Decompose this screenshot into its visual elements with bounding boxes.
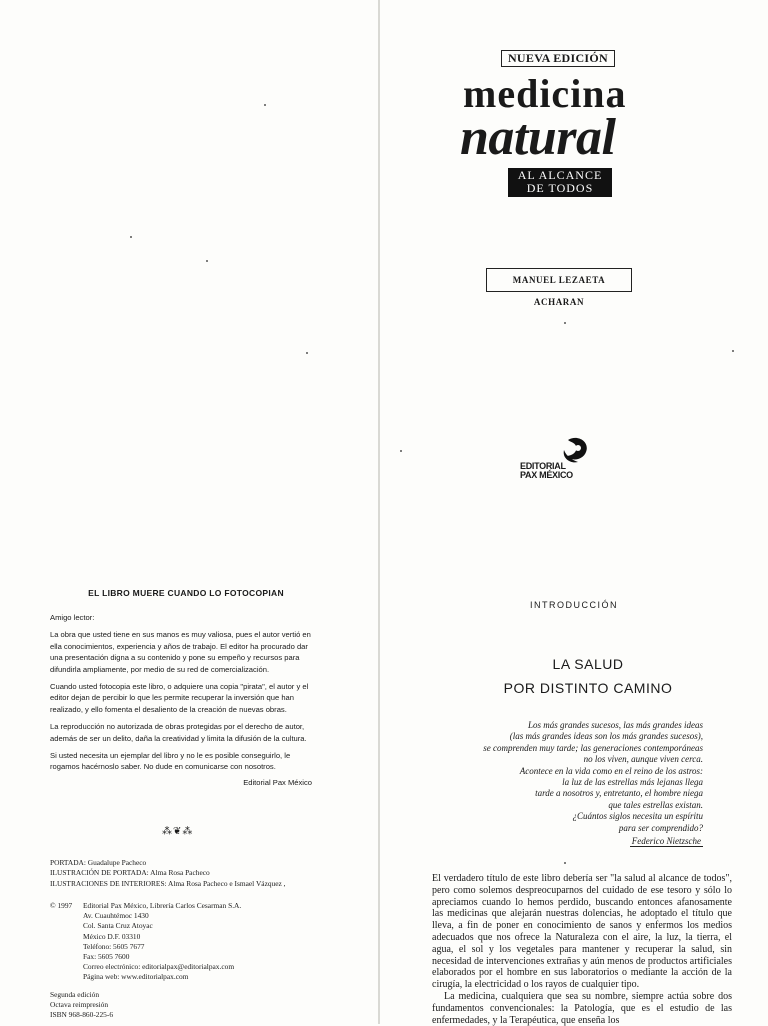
scan-speck [130, 236, 132, 238]
intro-body [432, 873, 732, 1026]
scan-speck [206, 260, 208, 262]
notice-body [50, 612, 312, 788]
epigraph-line: ¿Cuántos siglos necesita un espíritu [572, 811, 703, 822]
copyright-line: Col. Santa Cruz Atoyac [83, 921, 153, 931]
ornament-icon: ⁂❦⁂ [162, 826, 194, 837]
copyright-line: Correo electrónico: editorialpax@editorialpax.com [83, 962, 235, 972]
copyright-lines [83, 901, 241, 983]
intro-paragraph: El verdadero título de este libro debería ser "la salud al alcance de todos", pero como solemos despreocuparnos del cuidado de ese tesoro y sólo lo apreciamos cuando lo hemos perdido, buscando entonces afanosamente las medicinas que alejarán nuestras dolencias, he adoptado el título que lleva, a fin de poner en conocimiento de sanos y enfermos los medios adecuados que nos ofrece la Naturaleza con el aire, la luz, la tierra, el agua, el sol y los vegetales para mantener y recuperar la salud, sin necesidad de intervenciones extrañas y aún menos de productos artificiales elaborados por el hombre en sus laboratorios o mediante la acción de la cirugía, la electricidad o los rayos de cualquier tipo. [432, 873, 732, 991]
publisher-line: PAX MÉXICO [520, 470, 573, 480]
credit-line: ILUSTRACIÓN DE PORTADA: Alma Rosa Pacheco [50, 868, 210, 878]
publisher-name [520, 462, 573, 480]
tagline-line: AL ALCANCE [517, 168, 603, 182]
notice-paragraph: La reproducción no autorizada de obras protegidas por el derecho de autor, además de ser un delito, daña la creatividad y limita la difusión de la cultura. [50, 722, 307, 743]
copyright-line: Fax: 5605 7600 [83, 952, 130, 962]
notice-paragraph: Cuando usted fotocopia este libro, o adquiere una copia "pirata", el autor y el editor dejan de percibir lo que les permite recuperar la inversión que han realizado, y ello fomenta el desaliento de la creación de nuevas obras. [50, 682, 309, 714]
epigraph-line: tarde a nosotros y, entretanto, el hombre niega [535, 788, 703, 799]
book-title-line2: natural [460, 109, 616, 166]
edition-badge: NUEVA EDICIÓN [501, 50, 615, 67]
tagline-banner [508, 168, 612, 197]
edition-line: ISBN 968-860-225-6 [50, 1010, 114, 1020]
epigraph-line: (las más grandes ideas son los más grandes sucesos), [509, 731, 703, 742]
scan-speck [732, 350, 734, 352]
publisher-logo [520, 436, 600, 486]
notice-signature: Editorial Pax México [243, 777, 312, 787]
copyright-line: Página web: www.editorialpax.com [83, 972, 189, 982]
epigraph-line: la luz de las estrellas más lejanas llega [562, 777, 703, 788]
notice-paragraph: Si usted necesita un ejemplar del libro y no le es posible conseguirlo, le rogamos hacérnoslo saber. No dude en comunicarse con nosotros. [50, 751, 291, 772]
epigraph-line: no los viven, aunque viven cerca. [583, 754, 703, 765]
chapter-title-line: LA SALUD [552, 656, 624, 672]
epigraph-line: se comprenden muy tarde; las generaciones contemporáneas [483, 742, 703, 753]
publisher-line: EDITORIAL [520, 461, 566, 471]
copyright-line: Av. Cuauhtémoc 1430 [83, 911, 149, 921]
scan-speck [264, 104, 266, 106]
edition-info [50, 990, 250, 1021]
copyright-line: Teléfono: 5605 7677 [83, 941, 145, 951]
edition-line: Segunda edición [50, 990, 100, 999]
intro-paragraph: La medicina, cualquiera que sea su nombre, siempre actúa sobre dos fundamentos convencionales: la Patología, que es el estudio de las enfermedades, y la Terapéutica, que enseña los [432, 990, 732, 1026]
chapter-title-line: POR DISTINTO CAMINO [503, 680, 673, 696]
author-name: MANUEL LEZAETA ACHARAN [486, 268, 632, 292]
epigraph [463, 720, 703, 834]
scan-speck [306, 352, 308, 354]
copyright-year: © 1997 [50, 901, 73, 910]
epigraph-line: que tales estrellas existan. [608, 799, 703, 810]
scan-speck [400, 450, 402, 452]
section-label: INTRODUCCIÓN [530, 600, 618, 610]
epigraph-line: Los más grandes sucesos, las más grandes ideas [527, 720, 703, 730]
copyright-line: Editorial Pax México, Librería Carlos Cesarman S.A. [83, 901, 242, 910]
tagline-line: DE TODOS [526, 181, 594, 195]
scan-speck [564, 322, 566, 324]
scan-speck [564, 862, 566, 864]
credits [50, 858, 310, 889]
chapter-title [460, 652, 716, 700]
epigraph-line: para ser comprendido? [618, 822, 703, 833]
epigraph-line: Acontece en la vida como en el reino de los astros: [519, 765, 703, 776]
notice-paragraph: La obra que usted tiene en sus manos es muy valiosa, pues el autor vertió en ella conocimientos, experiencia y años de trabajo. El editor ha procurado dar una presentación digna a su contenido y pone su empeño y recursos para difundirla ampliamente, por medio de su red de comercialización. [50, 630, 311, 674]
copyright-line: México D.F. 03310 [83, 931, 141, 941]
left-page [0, 0, 378, 1024]
credit-line: ILUSTRACIONES DE INTERIORES: Alma Rosa Pacheco e Ismael Vázquez , [50, 878, 286, 888]
notice-title: EL LIBRO MUERE CUANDO LO FOTOCOPIAN [88, 588, 284, 598]
epigraph-author: Federico Nietzsche [631, 836, 701, 846]
book-title-line1: medicina [463, 71, 627, 116]
right-page [380, 0, 768, 1024]
credit-line: PORTADA: Guadalupe Pacheco [50, 858, 147, 867]
edition-line: Octava reimpresión [50, 1000, 109, 1010]
notice-greeting: Amigo lector: [50, 613, 95, 622]
